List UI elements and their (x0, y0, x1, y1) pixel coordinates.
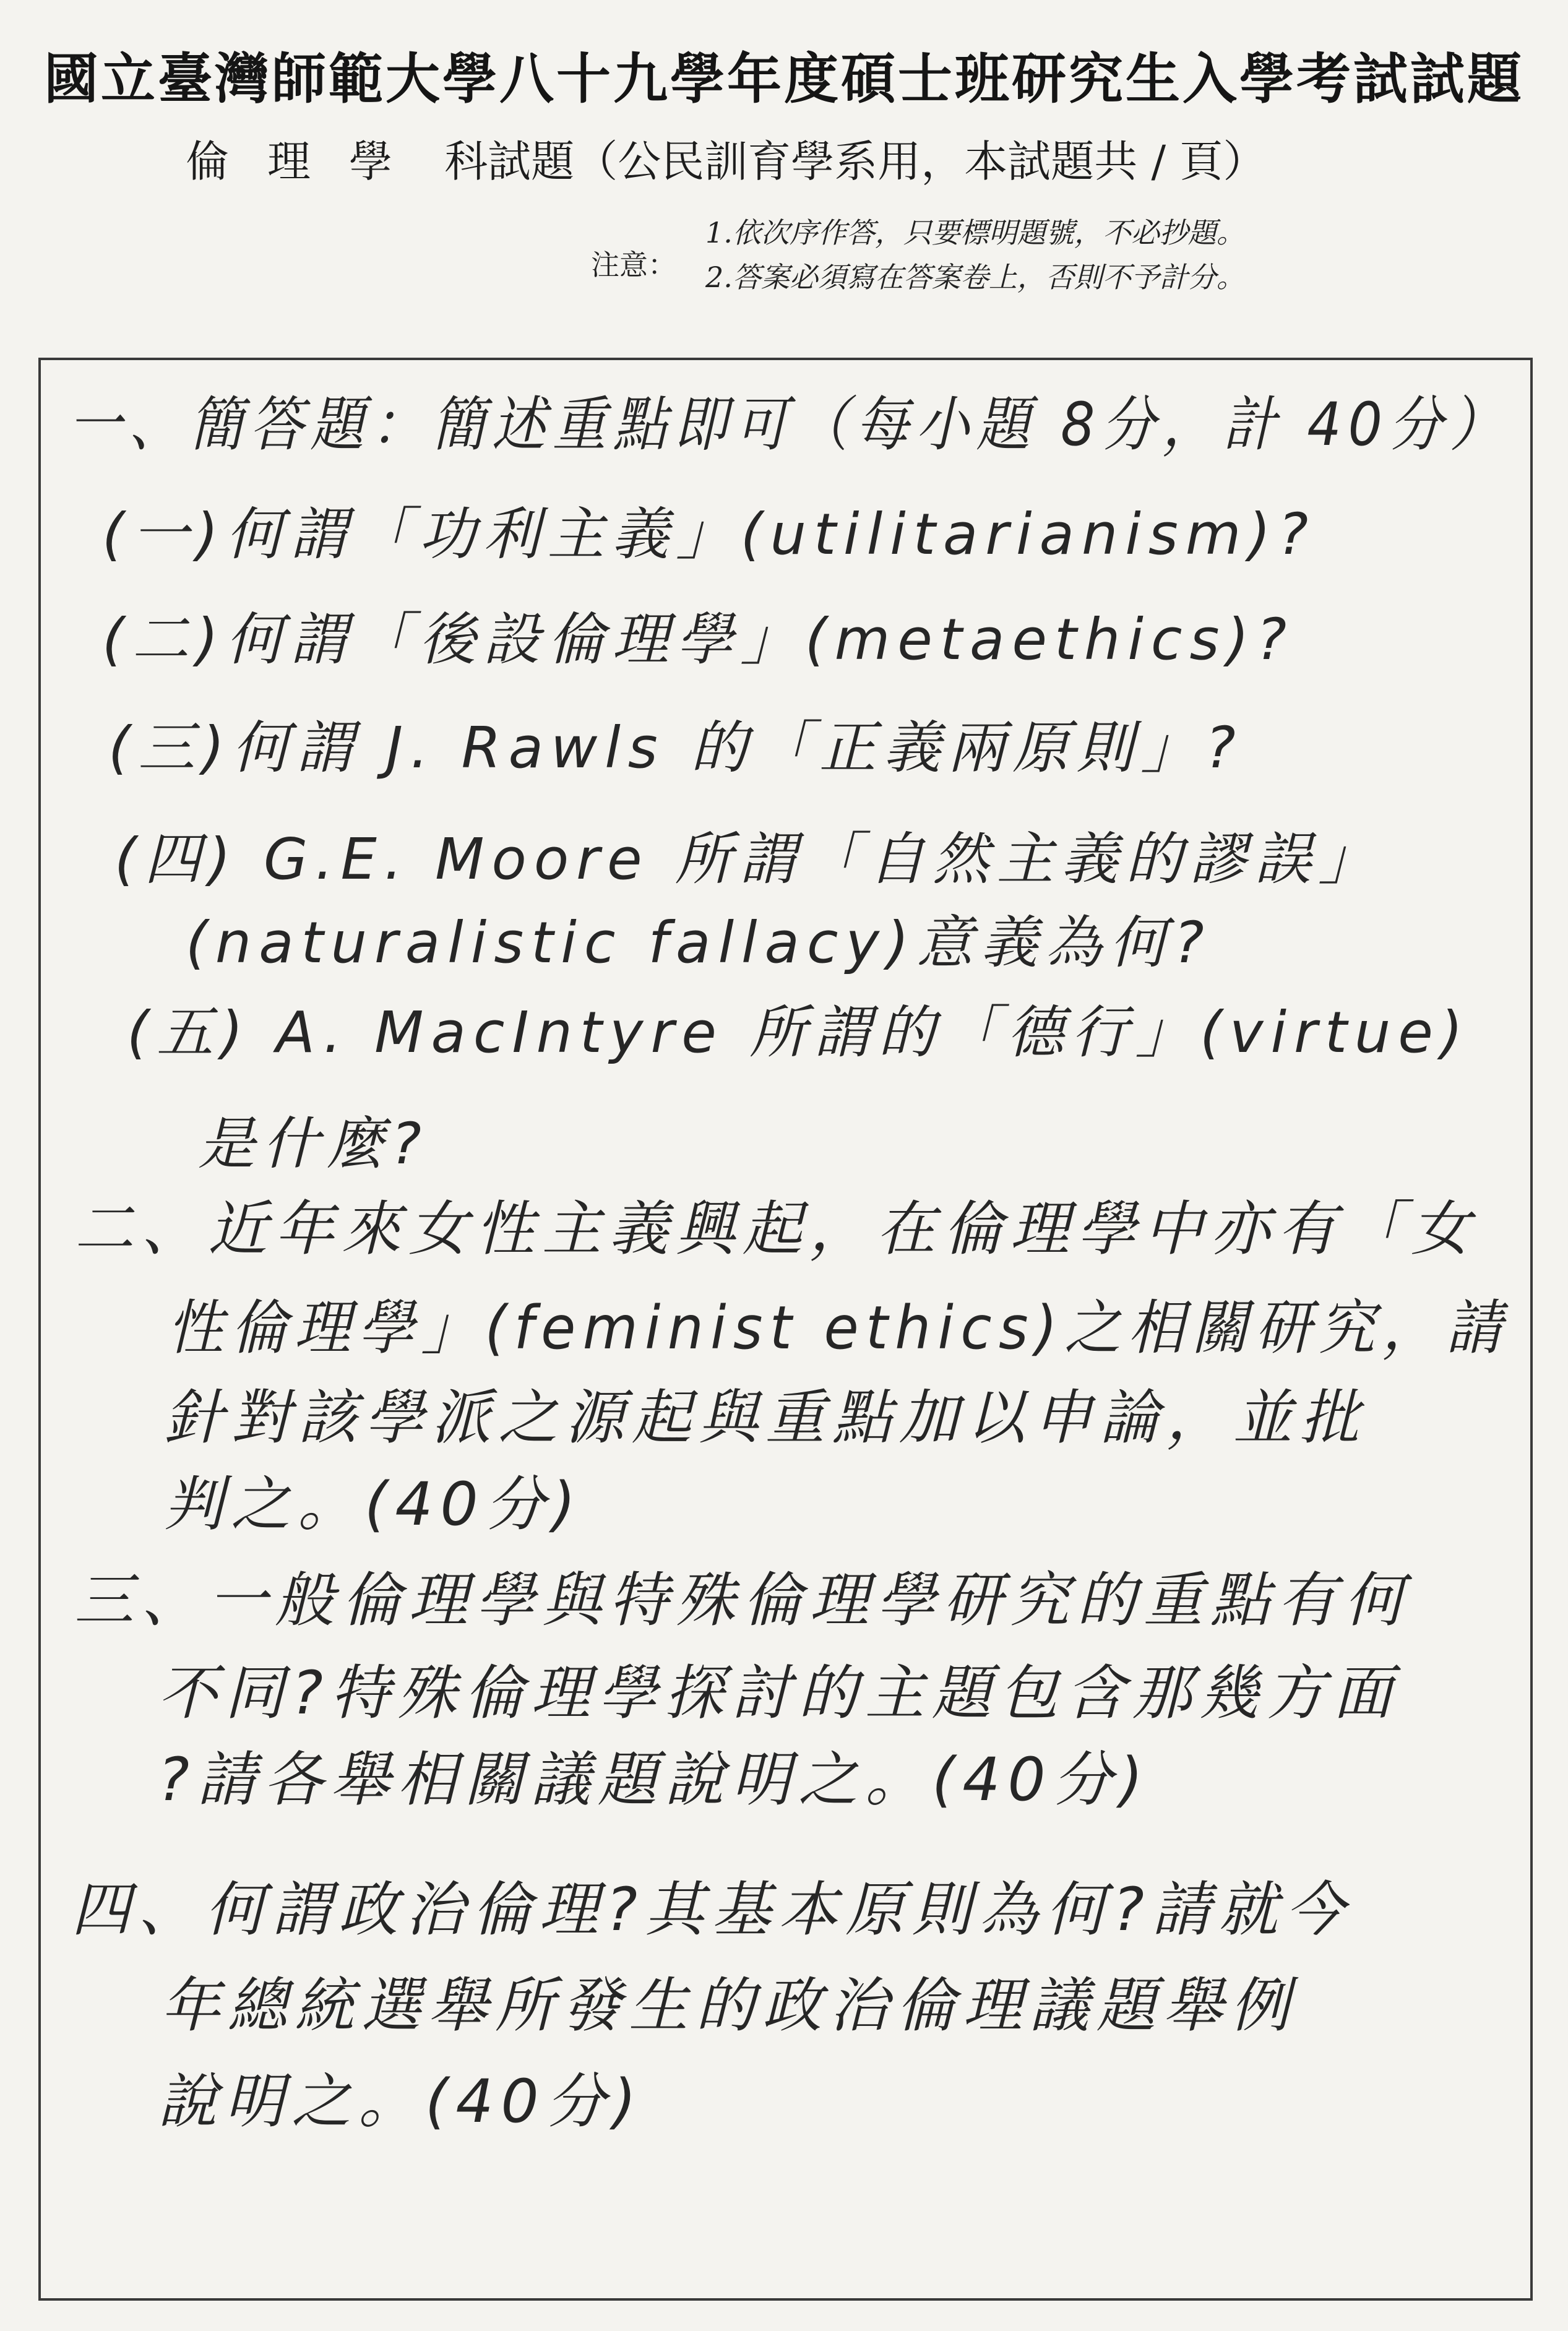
question-2-line-1: 二、近年來女性主義興起，在倫理學中亦有「女 (74, 1194, 1478, 1264)
question-4-line-1: 四、何謂政治倫理?其基本原則為何?請就今 (71, 1875, 1352, 1944)
question-1-sub-5: (五) A. MacIntyre 所謂的「德行」(virtue) (127, 999, 1470, 1066)
question-2-line-4: 判之。(40分) (164, 1470, 584, 1539)
question-2-line-3: 針對該學派之源起與重點加以申論，並批 (164, 1383, 1367, 1452)
question-1-sub-2: (二)何謂「後設倫理學」(metaethics)? (102, 606, 1294, 673)
question-3-line-3: ?請各舉相關議題說明之。(40分) (158, 1745, 1151, 1814)
question-2-line-2: 性倫理學」(feminist ethics)之相關研究，請 (167, 1293, 1509, 1363)
question-3-line-2: 不同?特殊倫理學探討的主題包含那幾方面 (158, 1658, 1400, 1728)
subtitle-rest: 科試題（公民訓育學系用，本試題共 / 頁） (444, 136, 1267, 187)
exam-subtitle (186, 127, 1266, 189)
question-1-sub-1: (一)何謂「功利主義」(utilitarianism)? (102, 501, 1316, 567)
question-3-line-1: 三、一般倫理學與特殊倫理學研究的重點有何 (74, 1566, 1411, 1635)
question-4-line-2: 年總統選舉所發生的政治倫理議題舉例 (161, 1971, 1297, 2040)
question-4-line-3: 說明之。(40分) (158, 2067, 644, 2136)
exam-title: 國立臺灣師範大學八十九學年度碩士班研究生入學考試試題 (43, 46, 1524, 111)
question-1-sub-4: (四) G.E. Moore 所謂「自然主義的謬誤」 (114, 826, 1383, 892)
question-1-sub-4-cont: (naturalistic fallacy)意義為何? (186, 910, 1212, 976)
notice-item: 2.答案必須寫在答案卷上，否則不予計分。 (705, 261, 1245, 294)
subject-name: 倫理學 (186, 136, 431, 187)
notice-items (705, 210, 1245, 299)
question-1-sub-5-cont: 是什麼? (198, 1111, 429, 1177)
question-1-heading: 一、簡答題：簡述重點即可（每小題 8分，計 40分） (68, 390, 1510, 459)
question-1-sub-3: (三)何謂 J. Rawls 的「正義兩原則」? (108, 715, 1243, 781)
notice-item: 1.依次序作答，只要標明題號，不必抄題。 (705, 216, 1245, 249)
notice-label: 注意： (591, 248, 676, 282)
